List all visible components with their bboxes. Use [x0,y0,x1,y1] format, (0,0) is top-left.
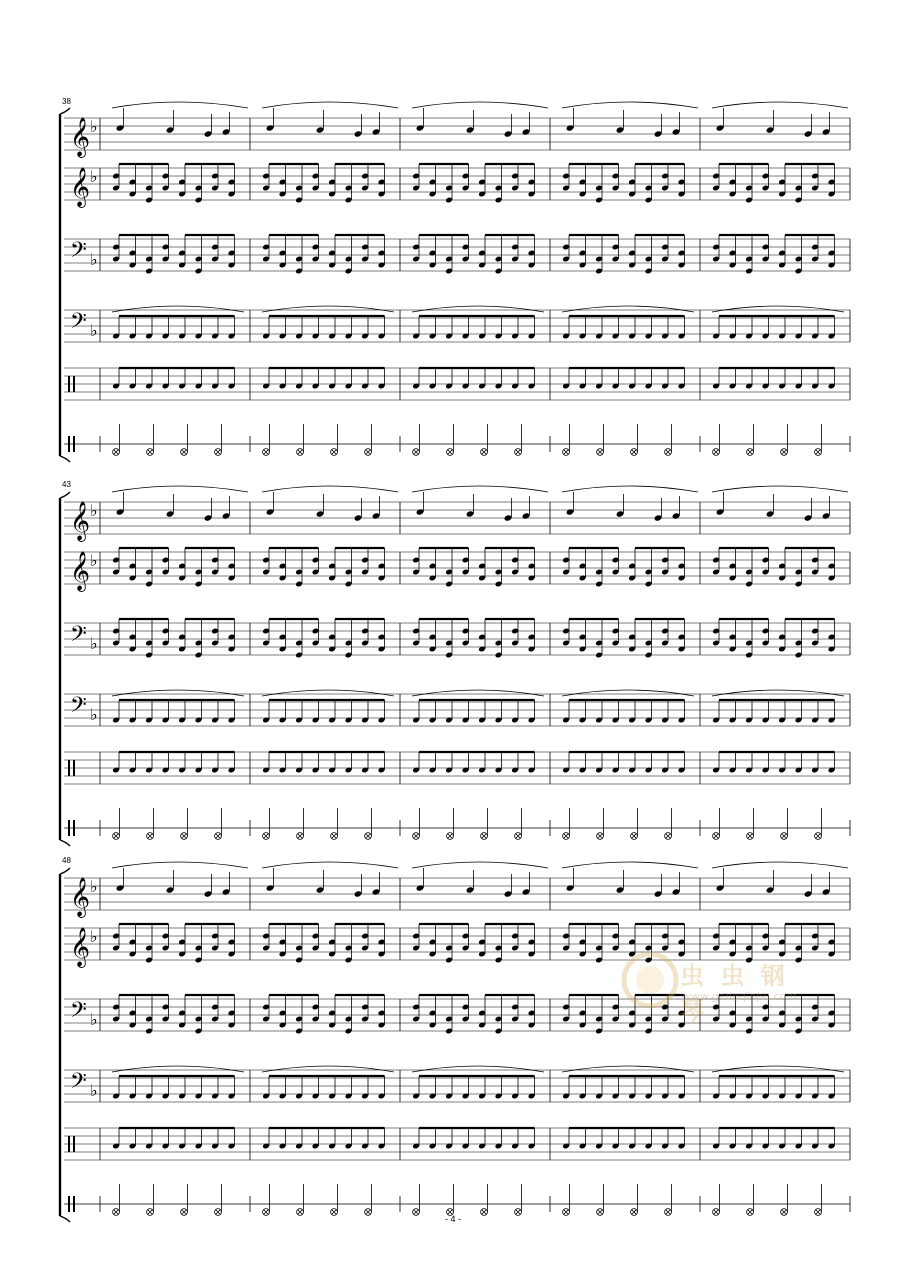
note-head [316,510,325,517]
percussion-clef-icon [68,1136,70,1152]
treble-clef-icon: 𝄞 [70,501,91,541]
note-head [204,514,213,521]
slur [262,690,394,696]
bass-clef-icon: 𝄢 [70,622,87,652]
x-note-cross [414,834,419,839]
note-head [372,128,381,135]
note-head [504,514,513,521]
note-head [654,514,663,521]
note-head [522,512,531,519]
slur [112,306,244,312]
bass-clef-icon: 𝄢 [70,693,87,723]
note-head [566,124,575,131]
note-head [416,124,425,131]
slur [262,102,398,108]
slur [562,486,698,492]
x-note-cross [482,450,487,455]
note-head [354,514,363,521]
treble-clef-icon: 𝄞 [70,551,91,591]
slur [262,486,398,492]
x-note-cross [264,450,269,455]
x-note-cross [182,450,187,455]
x-note-cross [782,834,787,839]
bass-clef-icon: 𝄢 [70,998,87,1028]
note-head [466,886,475,893]
x-note-cross [748,450,753,455]
note-head [766,886,775,893]
note-head [416,508,425,515]
slur [562,862,698,868]
slur [412,306,544,312]
slur [712,862,848,868]
slur [412,1066,544,1072]
x-note-cross [564,834,569,839]
note-head [654,130,663,137]
measure-number-48: 48 [62,856,71,865]
x-note-cross [366,834,371,839]
slur [712,1066,844,1072]
percussion-clef-icon [68,376,70,392]
note-head [566,508,575,515]
note-head [822,888,831,895]
note-head [716,884,725,891]
note-head [316,886,325,893]
flat-key-signature-icon: ♭ [90,551,98,570]
treble-clef-icon: 𝄞 [70,167,91,207]
note-head [504,890,513,897]
x-note-cross [782,450,787,455]
note-head [266,124,275,131]
note-head [616,886,625,893]
note-head [766,126,775,133]
slur [112,102,248,108]
flat-key-signature-icon: ♭ [90,117,98,136]
note-head [266,508,275,515]
slur [262,862,398,868]
bracket-hook-top [60,868,70,874]
x-note-cross [666,834,671,839]
note-head [522,128,531,135]
slur [112,690,244,696]
flat-key-signature-icon: ♭ [90,501,98,520]
note-head [672,512,681,519]
slur [112,1066,244,1072]
note-head [716,124,725,131]
percussion-clef-icon [68,820,70,836]
note-head [116,884,125,891]
x-note-cross [264,834,269,839]
note-head [316,126,325,133]
note-head [222,128,231,135]
flat-key-signature-icon: ♭ [90,927,98,946]
x-note-cross [298,450,303,455]
x-note-cross [448,834,453,839]
flat-key-signature-icon: ♭ [90,705,98,724]
x-note-cross [148,450,153,455]
percussion-clef-icon [68,1196,70,1212]
x-note-cross [748,834,753,839]
percussion-clef-icon [73,436,75,452]
note-head [222,512,231,519]
note-head [166,510,175,517]
bracket-hook-top [60,492,70,498]
flat-key-signature-icon: ♭ [90,321,98,340]
slur [562,102,698,108]
x-note-cross [182,834,187,839]
note-head [204,890,213,897]
slur [712,306,844,312]
x-note-cross [816,834,821,839]
x-note-cross [482,834,487,839]
x-note-cross [816,450,821,455]
note-head [372,888,381,895]
bass-clef-icon: 𝄢 [70,1069,87,1099]
note-head [416,884,425,891]
note-head [372,512,381,519]
x-note-cross [216,834,221,839]
flat-key-signature-icon: ♭ [90,1081,98,1100]
x-note-cross [666,450,671,455]
slur [712,102,848,108]
x-note-cross [516,834,521,839]
note-head [716,508,725,515]
watermark-text: 虫 虫 钢 琴 [680,962,789,1025]
note-head [616,126,625,133]
note-head [566,884,575,891]
note-head [354,130,363,137]
x-note-cross [516,450,521,455]
flat-key-signature-icon: ♭ [90,167,98,186]
measure-number-38: 38 [62,97,71,106]
x-note-cross [714,450,719,455]
flat-key-signature-icon: ♭ [90,1010,98,1029]
note-head [822,128,831,135]
measure-number-43: 43 [62,480,71,489]
note-head [116,124,125,131]
x-note-cross [714,834,719,839]
note-head [672,128,681,135]
x-note-cross [598,834,603,839]
slur [712,690,844,696]
percussion-clef-icon [73,1136,75,1152]
note-head [166,886,175,893]
note-head [654,890,663,897]
x-note-cross [448,450,453,455]
percussion-clef-icon [73,1196,75,1212]
note-head [466,510,475,517]
slur [412,102,548,108]
slur [262,1066,394,1072]
note-head [522,888,531,895]
treble-clef-icon: 𝄞 [70,877,91,917]
x-note-cross [216,450,221,455]
note-head [222,888,231,895]
note-head [804,514,813,521]
slur [562,306,694,312]
percussion-clef-icon [73,820,75,836]
slur [412,486,548,492]
note-head [672,888,681,895]
x-note-cross [114,450,119,455]
bracket-hook-top [60,108,70,114]
x-note-cross [148,834,153,839]
treble-clef-icon: 𝄞 [70,927,91,967]
note-head [504,130,513,137]
x-note-cross [632,834,637,839]
treble-clef-icon: 𝄞 [70,117,91,157]
x-note-cross [632,450,637,455]
slur [412,862,548,868]
percussion-clef-icon [73,760,75,776]
slur [412,690,544,696]
note-head [804,130,813,137]
note-head [166,126,175,133]
x-note-cross [332,834,337,839]
note-head [766,510,775,517]
bass-clef-icon: 𝄢 [70,238,87,268]
x-note-cross [298,834,303,839]
slur [112,862,248,868]
page-number: - 4 - [444,1214,461,1224]
note-head [266,884,275,891]
slur [112,486,248,492]
x-note-cross [114,834,119,839]
note-head [466,126,475,133]
x-note-cross [414,450,419,455]
note-head [204,130,213,137]
flat-key-signature-icon: ♭ [90,250,98,269]
slur [712,486,848,492]
percussion-clef-icon [73,376,75,392]
flat-key-signature-icon: ♭ [90,634,98,653]
note-head [354,890,363,897]
percussion-clef-icon [68,760,70,776]
x-note-cross [598,450,603,455]
flat-key-signature-icon: ♭ [90,877,98,896]
slur [262,306,394,312]
bracket-hook-bottom [60,456,70,462]
note-head [804,890,813,897]
watermark-url: www.gangqinpu.com [682,990,798,1003]
x-note-cross [564,450,569,455]
slur [562,1066,694,1072]
bass-clef-icon: 𝄢 [70,309,87,339]
note-head [116,508,125,515]
x-note-cross [332,450,337,455]
note-head [822,512,831,519]
bracket-hook-bottom [60,840,70,846]
percussion-clef-icon [68,436,70,452]
note-head [616,510,625,517]
x-note-cross [366,450,371,455]
slur [562,690,694,696]
